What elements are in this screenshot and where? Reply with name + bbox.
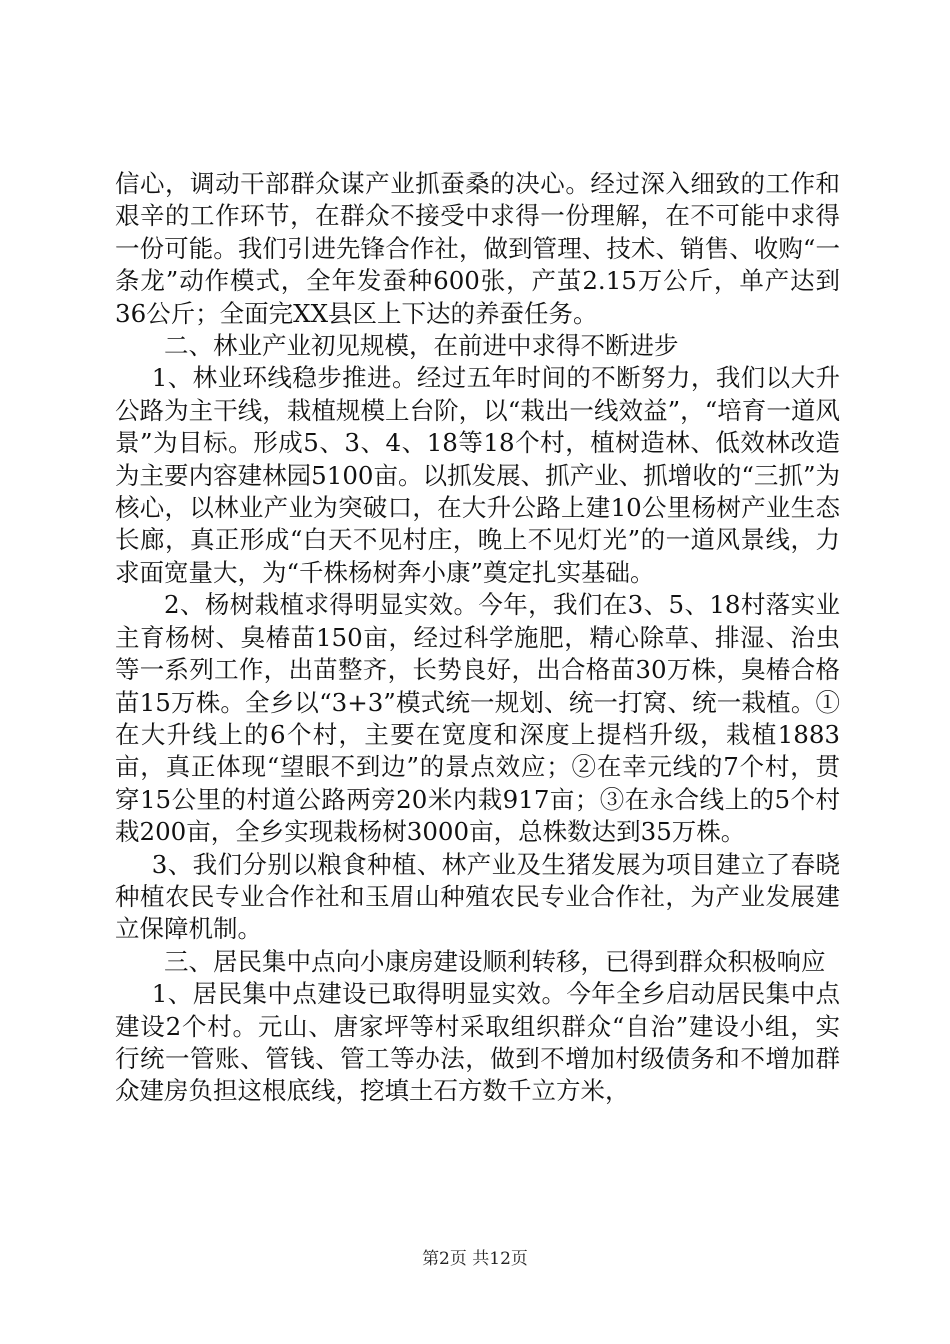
paragraph-forestry-ring-road: 1、林业环线稳步推进。经过五年时间的不断努力，我们以大升公路为主干线，栽植规模上台阶，以“栽出一线效益”，“培育一道风景”为目标。形成5、3、4、18等18个村，植树造林、低效林改造为主要内容建林园5100亩。以抓发展、抓产业、抓增收的“三抓”为核心，以林业产业为突破口，在大升公路上建10公里杨树产业生态长廊，真正形成“白天不见村庄，晚上不见灯光”的一道风景线，力求面宽量大，为“千株杨树奔小康”奠定扎实基础。 (115, 363, 840, 587)
section-heading-forestry: 二、林业产业初见规模，在前进中求得不断进步 (164, 331, 679, 361)
document-body (115, 168, 840, 1108)
paragraph-resident-centers: 1、居民集中点建设已取得明显实效。今年全乡启动居民集中点建设2个村。元山、唐家坪等村采取组织群众“自治”建设小组，实行统一管账、管钱、管工等办法，做到不增加村级债务和不增加群众建房负担这根底线，挖填土石方数千立方米， (115, 979, 840, 1106)
page-number-footer: 第2页 共12页 (422, 1249, 528, 1269)
section-heading-housing: 三、居民集中点向小康房建设顺利转移，已得到群众积极响应 (164, 946, 826, 976)
paragraph-poplar-planting: 2、杨树栽植求得明显实效。今年，我们在3、5、18村落实业主育杨树、臭椿苗150亩，经过科学施肥，精心除草、排湿、治虫等一系列工作，出苗整齐，长势良好，出合格苗30万株，臭椿合格苗15万株。全乡以“3+3”模式统一规划、统一打窝、统一栽植。①在大升线上的6个村，主要在宽度和深度上提档升级，栽植1883亩，真正体现“望眼不到边”的景点效应；②在幸元线的7个村，贯穿15公里的村道公路两旁20米内栽917亩；③在永合线上的5个村栽200亩，全乡实现栽杨树3000亩，总株数达到35万株。 (115, 590, 840, 847)
paragraph-cooperatives: 3、我们分别以粮食种植、林产业及生猪发展为项目建立了春晓种植农民专业合作社和玉眉山种殖农民专业合作社，为产业发展建立保障机制。 (115, 849, 840, 944)
paragraph-sericulture-continued: 信心，调动干部群众谋产业抓蚕桑的决心。经过深入细致的工作和艰辛的工作环节，在群众不接受中求得一份理解，在不可能中求得一份可能。我们引进先锋合作社，做到管理、技术、销售、收购“一条龙”动作模式，全年发蚕种600张，产茧2.15万公斤，单产达到36公斤；全面完XX县区上下达的养蚕任务。 (115, 169, 840, 328)
